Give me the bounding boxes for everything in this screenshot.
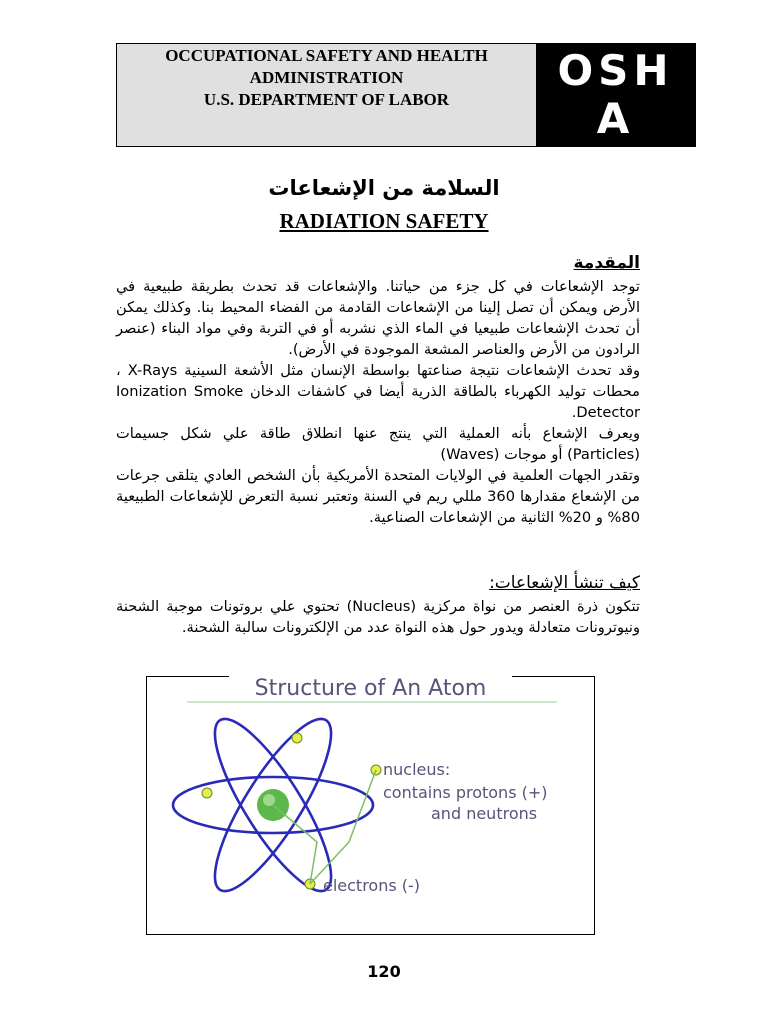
electron-2 [202,788,212,798]
figure-title-wrap [147,676,594,701]
title-arabic: السلامة من الإشعاعات [268,176,500,200]
page-number: 120 [367,962,401,981]
nucleus-label-2: contains protons (+) [383,783,548,802]
electron-leader-2 [310,770,376,884]
logo-line-1: OSH [557,46,674,95]
agency-line-1: OCCUPATIONAL SAFETY AND HEALTH [165,46,488,65]
logo-line-2: A [596,94,635,143]
agency-line-3: U.S. DEPARTMENT OF LABOR [203,90,450,109]
nucleus-label-1: nucleus: [383,760,451,779]
title-english: RADIATION SAFETY [279,209,489,233]
intro-body [116,276,640,528]
figure-title: Structure of An Atom [229,676,513,701]
how-body [116,596,640,638]
agency-line-2: ADMINISTRATION [249,68,404,87]
intro-paragraph-1: توجد الإشعاعات في كل جزء من حياتنا. والإشعاعات قد تحدث بطريقة طبيعية في الأرض ويمكن أن تصل إلينا من الإشعاعات القادمة من الفضاء المحيط بنا. وكذلك يمكن أن تحدث الإشعاعات طبيعيا في الماء الذي نشربه أو في التربة وفي مواد البناء (عنصر الرادون من الأرض والعناصر المشعة الموجودة في الأرض). [116,278,640,358]
atom-figure [146,676,595,935]
nucleus-highlight [263,794,275,806]
intro-paragraph-3: ويعرف الإشعاع بأنه العملية التي ينتج عنها انطلاق طاقة علي شكل جسيمات (Particles) أو موجات (Waves) [116,425,640,463]
intro-paragraph-4: وتقدر الجهات العلمية في الولايات المتحدة الأمريكية بأن الشخص العادي يتلقى جرعات من الإشعاع مقدارها 360 مللي ريم في السنة وتعتبر نسبة التعرض للإشعاعات الطبيعية 80% و 20% الثانية من الإشعاعات الصناعية. [116,467,641,526]
electrons-label: electrons (-) [323,876,421,895]
intro-heading: المقدمة [573,253,640,273]
electron-1 [292,733,302,743]
nucleus-label-3: and neutrons [431,804,538,823]
how-paragraph: تتكون ذرة العنصر من نواة مركزية (Nucleus) تحتوي علي بروتونات موجبة الشحنة ونيوترونات متعادلة ويدور حول هذه النواة عدد من الإلكترونات سالبة الشحنة. [116,598,640,636]
atom-diagram [147,677,596,936]
agency-name [117,44,536,146]
electrons [202,733,381,889]
osha-header [116,43,696,147]
osha-logo [536,44,695,146]
how-heading: كيف تنشأ الإشعاعات: [489,573,640,593]
intro-paragraph-2: وقد تحدث الإشعاعات نتيجة صناعتها بواسطة الإنسان مثل الأشعة السينية X-Rays ، محطات توليد الكهرباء بالطاقة الذرية أيضا في كاشفات الدخان Ionization Smoke Detector. [116,362,640,421]
